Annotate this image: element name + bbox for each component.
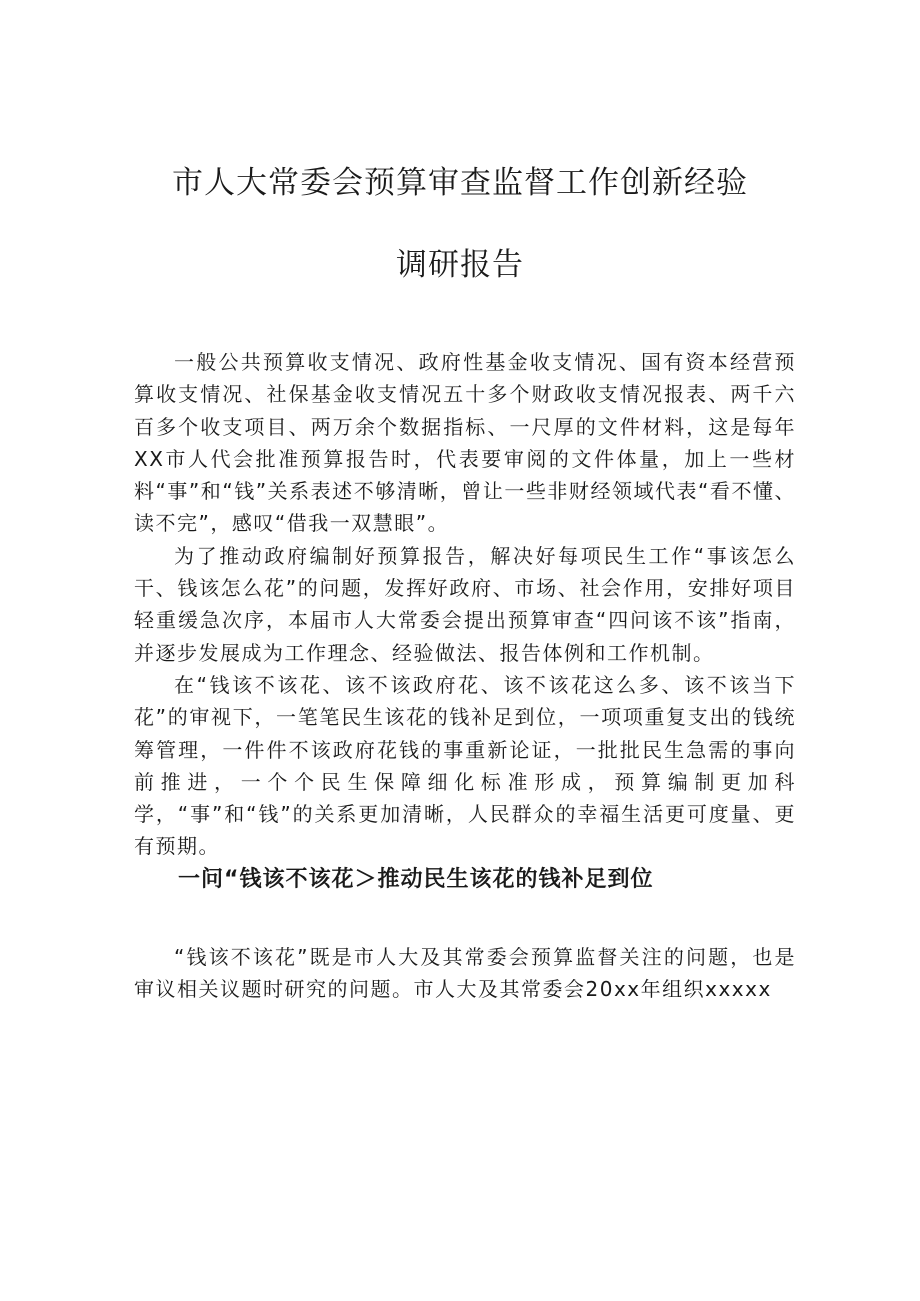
document-title-line-1: 市人大常委会预算审查监督工作创新经验 bbox=[172, 165, 748, 201]
section-paragraph: “钱该不该花”既是市人大及其常委会预算监督关注的问题，也是审议相关议题时研究的问题。市人大及其常委会20xx年组织xxxxx bbox=[134, 944, 796, 1002]
body-paragraph-2: 为了推动政府编制好预算报告，解决好每项民生工作“事该怎么干、钱该怎么花”的问题，发挥好政府、市场、社会作用，安排好项目轻重缓急次序，本届市人大常委会提出预算审查“四问该不该”指南，并逐步发展成为工作理念、经验做法、报告体例和工作机制。 bbox=[134, 543, 796, 665]
section-heading: 一问“钱该不该花＞推动民生该花的钱补足到位 bbox=[178, 866, 654, 892]
body-paragraph-1: 一般公共预算收支情况、政府性基金收支情况、国有资本经营预算收支情况、社保基金收支情况五十多个财政收支情况报表、两千六百多个收支项目、两万余个数据指标、一尺厚的文件材料，这是每年XX市人代会批准预算报告时，代表要审阅的文件体量，加上一些材料“事”和“钱”关系表述不够清晰，曾让一些非财经领域代表“看不懂、读不完”，感叹“借我一双慧眼”。 bbox=[134, 350, 796, 536]
document-title-line-2: 调研报告 bbox=[396, 247, 524, 283]
body-paragraph-3: 在“钱该不该花、该不该政府花、该不该花这么多、该不该当下花”的审视下，一笔笔民生该花的钱补足到位，一项项重复支出的钱统筹管理，一件件不该政府花钱的事重新论证，一批批民生急需的事向前推进，一个个民生保障细化标准形成，预算编制更加科学，“事”和“钱”的关系更加清晰，人民群众的幸福生活更可度量、更有预期。 bbox=[134, 672, 796, 859]
document-body bbox=[134, 346, 796, 1005]
